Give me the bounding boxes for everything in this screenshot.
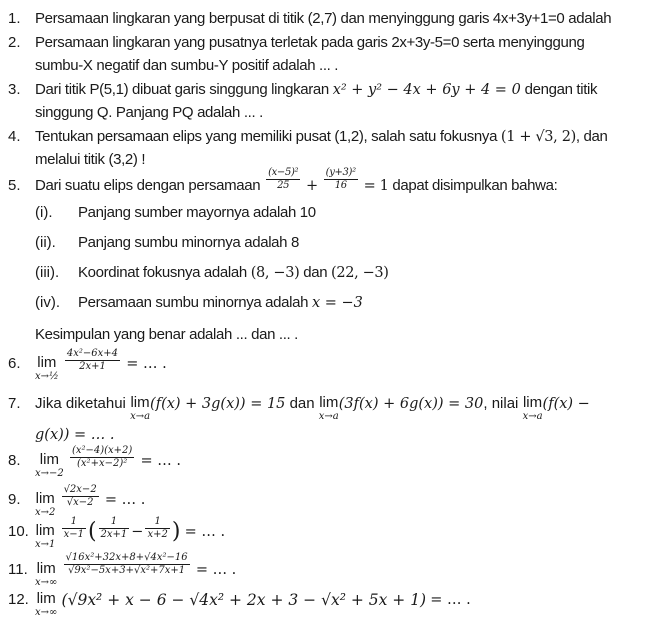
problem-number: 9.: [8, 491, 21, 508]
problem-number: 12.: [8, 591, 29, 608]
problem-number: 10.: [8, 523, 29, 540]
limit-operator: lim x→∞: [35, 590, 58, 618]
subitem-text: Panjang sumber mayornya adalah 10: [78, 204, 316, 221]
subitem-text: Persamaan sumbu minornya adalah: [78, 294, 309, 311]
problem-text-line2: sumbu-X negatif dan sumbu-Y positif adalah ... .: [35, 57, 339, 74]
problem-text: , dan: [575, 128, 608, 145]
subitem-text: Panjang sumbu minornya adalah 8: [78, 234, 299, 251]
problem-number: 6.: [8, 355, 21, 372]
problem-text-line2: melalui titik (3,2) !: [35, 151, 146, 168]
fraction: $\frac{√2x-2}{√x-2}$: [63, 484, 97, 508]
fraction: $\frac{1}{2x+1}$: [100, 516, 128, 540]
problem-number: 8.: [8, 452, 21, 469]
problem-number: 3.: [8, 81, 21, 98]
subitem-label: (i).: [35, 204, 53, 221]
limit-operator: lim x→1: [35, 522, 56, 550]
subitem-label: (iii).: [35, 264, 60, 281]
circle-equation: x² + y² − 4x + 6y + 4 = 0: [332, 82, 521, 98]
fraction: $\frac{\text{(y+3)²}}{16}$: [325, 166, 356, 191]
problem-number: 7.: [8, 395, 21, 412]
fraction: $\frac{\text{√16x²+32x+8+√4x²−16}}{\text{√9x²−5x+3+√x²+7x+1}}$: [65, 552, 188, 576]
limit-operator: lim x→2: [35, 490, 56, 518]
problem-text-line2: singgung Q. Panjang PQ adalah ... .: [35, 104, 263, 121]
focus-point: (1 + √3, 2): [500, 129, 576, 145]
limit-operator: lim x→½: [35, 354, 59, 382]
conclusion-text: Kesimpulan yang benar adalah ... dan ... .: [35, 326, 298, 343]
fraction: $\frac{\text{(x−5)²}}{25}$: [268, 166, 299, 191]
fraction: $\frac{\text{4x²−6x+4}}{2x+1}$: [66, 348, 119, 372]
problem-text-line1: Persamaan lingkaran yang pusatnya terletak pada garis 2x+3y-5=0 serta menyinggung: [35, 34, 585, 51]
fraction: $\frac{1}{x-1}$: [63, 516, 84, 540]
limit-operator: lim x→a: [522, 394, 543, 422]
problem-text: Persamaan lingkaran yang berpusat di titik (2,7) dan menyinggung garis 4x+3y+1=0 adalah: [35, 10, 612, 27]
limit-operator: lim x→a: [130, 394, 151, 422]
limit-operator: lim x→−2: [35, 451, 64, 479]
problem-text: dengan titik: [524, 81, 598, 98]
problem-number: 2.: [8, 34, 21, 51]
problem-text: dapat disimpulkan bahwa:: [392, 177, 558, 194]
limit-operator: lim x→a: [318, 394, 339, 422]
limit-operator: lim x→∞: [35, 560, 58, 588]
problem-number: 1.: [8, 10, 21, 27]
problem-text: Dari titik P(5,1) dibuat garis singgung lingkaran: [35, 81, 329, 98]
problem-number: 4.: [8, 128, 21, 145]
fraction: $\frac{1}{x+2}$: [147, 516, 168, 540]
subitem-label: (ii).: [35, 234, 56, 251]
subitem-label: (iv).: [35, 294, 60, 311]
subitem-text: Koordinat fokusnya adalah: [78, 264, 247, 281]
problem-text: Tentukan persamaan elips yang memiliki pusat (1,2), salah satu fokusnya: [35, 128, 498, 145]
problem-number: 5.: [8, 177, 21, 194]
problem-number: 11.: [8, 561, 28, 578]
problem-text: Dari suatu elips dengan persamaan: [35, 177, 261, 194]
fraction: $\frac{\text{(x²−4)(x+2)}}{\text{(x²+x−2)²}}$: [71, 445, 133, 469]
